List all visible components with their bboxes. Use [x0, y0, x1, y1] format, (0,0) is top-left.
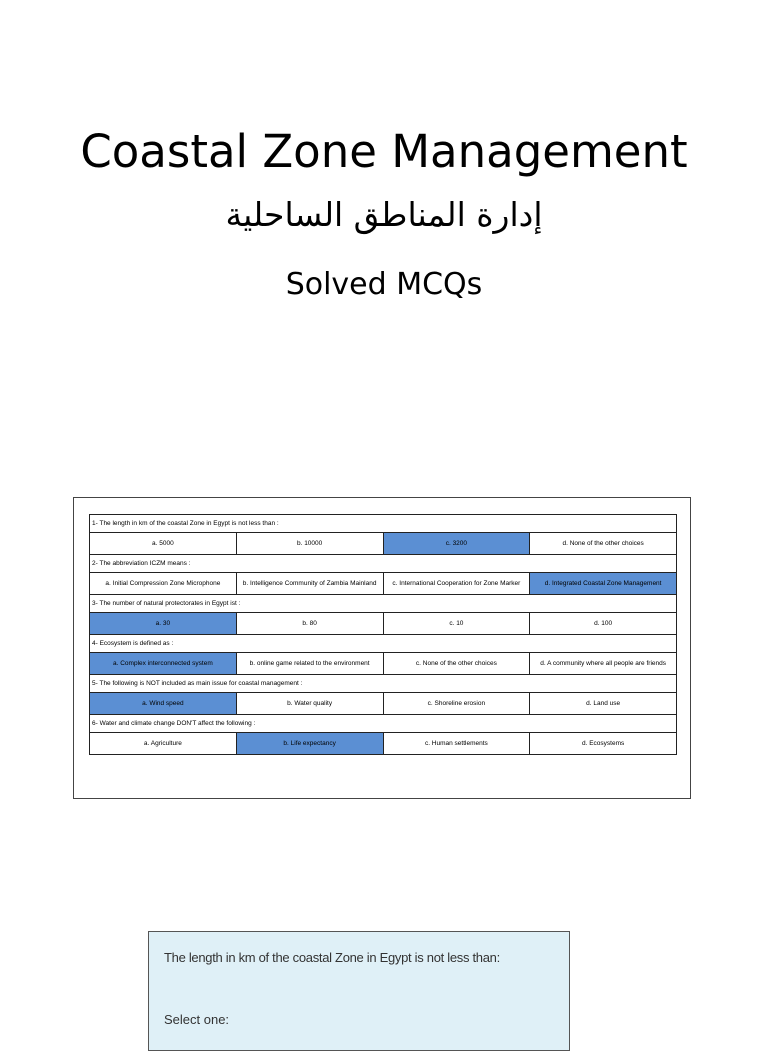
question-row	[90, 635, 677, 653]
options-row	[90, 573, 677, 595]
option-cell-selected: b. Life expectancy	[236, 733, 383, 755]
option-cell: a. 5000	[90, 533, 237, 555]
option-cell: b. Intelligence Community of Zambia Mainland	[236, 573, 383, 595]
option-cell-selected: a. 30	[90, 613, 237, 635]
option-cell: b. Water quality	[236, 693, 383, 715]
option-cell-selected: a. Complex interconnected system	[90, 653, 237, 675]
option-cell-selected: c. 3200	[383, 533, 530, 555]
option-cell: c. Shoreline erosion	[383, 693, 530, 715]
question-row	[90, 675, 677, 693]
select-one-label: Select one:	[164, 1012, 230, 1027]
option-cell: c. 10	[383, 613, 530, 635]
question-row	[90, 555, 677, 573]
option-cell: b. online game related to the environment	[236, 653, 383, 675]
option-cell: a. Agriculture	[90, 733, 237, 755]
option-cell-selected: d. Integrated Coastal Zone Management	[530, 573, 677, 595]
options-row	[90, 533, 677, 555]
option-cell: c. Human settlements	[383, 733, 530, 755]
arabic-title: إدارة المناطق الساحلية	[225, 195, 543, 234]
option-cell-selected: a. Wind speed	[90, 693, 237, 715]
question-text: 6- Water and climate change DON'T affect the following :	[90, 715, 677, 733]
mcq-table	[89, 514, 677, 755]
page-title: Coastal Zone Management	[80, 125, 688, 178]
option-cell: c. International Cooperation for Zone Marker	[383, 573, 530, 595]
question-text: 5- The following is NOT included as main issue for coastal management :	[90, 675, 677, 693]
question-text: 3- The number of natural protectorates in Egypt ist :	[90, 595, 677, 613]
question-text: 2- The abbreviation ICZM means :	[90, 555, 677, 573]
option-cell: d. Land use	[530, 693, 677, 715]
mcq-table-image	[73, 497, 691, 799]
options-row	[90, 653, 677, 675]
quiz-question-text: The length in km of the coastal Zone in Egypt is not less than:	[164, 950, 500, 965]
option-cell: d. 100	[530, 613, 677, 635]
option-cell: b. 10000	[236, 533, 383, 555]
quiz-question-box	[148, 931, 570, 1051]
question-row	[90, 715, 677, 733]
question-text: 1- The length in km of the coastal Zone in Egypt is not less than :	[90, 515, 677, 533]
question-text: 4- Ecosystem is defined as :	[90, 635, 677, 653]
option-cell: c. None of the other choices	[383, 653, 530, 675]
option-cell: b. 80	[236, 613, 383, 635]
option-cell: d. A community where all people are friends	[530, 653, 677, 675]
question-row	[90, 595, 677, 613]
option-cell: a. Initial Compression Zone Microphone	[90, 573, 237, 595]
subtitle: Solved MCQs	[285, 267, 483, 302]
options-row	[90, 693, 677, 715]
options-row	[90, 613, 677, 635]
question-row	[90, 515, 677, 533]
option-cell: d. None of the other choices	[530, 533, 677, 555]
option-cell: d. Ecosystems	[530, 733, 677, 755]
options-row	[90, 733, 677, 755]
